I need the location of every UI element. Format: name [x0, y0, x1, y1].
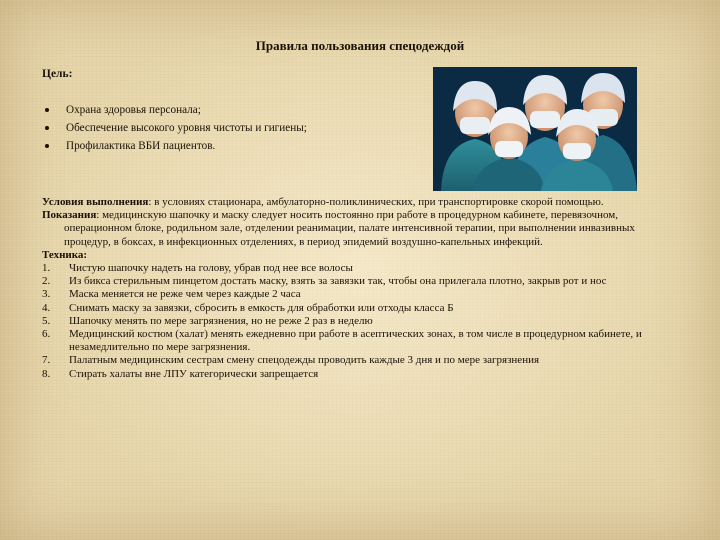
- technique-steps: [42, 262, 682, 381]
- list-item: [42, 288, 682, 301]
- list-item: [42, 354, 682, 367]
- step-text: Из бикса стерильным пинцетом достать маску, взять за завязки так, чтобы она прилегала плотно, закрыв рот и нос: [69, 275, 607, 288]
- conditions-label: Условия выполнения: [42, 196, 149, 208]
- step-number: 7.: [42, 354, 51, 367]
- main-content: [42, 196, 682, 381]
- page-title: [0, 38, 720, 54]
- step-number: 3.: [42, 288, 51, 301]
- list-item: [42, 275, 682, 288]
- list-item: [42, 315, 682, 328]
- list-item: [42, 302, 682, 315]
- list-item: Охрана здоровья персонала;: [42, 101, 307, 119]
- list-item: [42, 328, 682, 354]
- step-number: 4.: [42, 301, 51, 314]
- list-item: [42, 262, 682, 275]
- step-number: 2.: [42, 275, 51, 288]
- indications-paragraph: [42, 209, 682, 249]
- step-number: 1.: [42, 262, 51, 275]
- list-item: Обеспечение высокого уровня чистоты и гигиены;: [42, 119, 307, 137]
- conditions-paragraph: [42, 196, 682, 209]
- indications-label: Показания: [42, 209, 97, 222]
- medical-staff-illustration: [433, 67, 637, 191]
- goal-list: [42, 101, 307, 155]
- step-text: Маска меняется не реже чем через каждые 2 часа: [69, 288, 301, 301]
- technique-paragraph: [42, 249, 682, 262]
- step-text: Медицинский костюм (халат) менять ежедневно при работе в асептических зонах, в том числе в процедурном кабинете, и незамедлительно по мере загрязнения.: [69, 328, 642, 354]
- list-item: Профилактика ВБИ пациентов.: [42, 137, 307, 155]
- indications-text: : медицинскую шапочку и маску следует носить постоянно при работе в процедурном кабинете, перевязочном, операционном блоке, родильном зале, отделении реанимации, палате интенсивной терапии, при выполнении инвазивных процедур, в боксах, в инфекционных отделениях, в период эпидемий воздушно-капельных инфекций.: [64, 209, 635, 248]
- step-number: 6.: [42, 328, 51, 341]
- step-text: Стирать халаты вне ЛПУ категорически запрещается: [69, 367, 319, 380]
- page-title-text: Правила пользования спецодеждой: [255, 38, 465, 53]
- medical-staff-photo: [433, 67, 637, 191]
- step-text: Шапочку менять по мере загрязнения, но не реже 2 раз в неделю: [69, 314, 373, 327]
- technique-label: Техника:: [42, 248, 88, 261]
- goal-label: Цель:: [42, 68, 73, 80]
- conditions-text: : в условиях стационара, амбулаторно-поликлинических, при транспортировке скорой помощью.: [148, 196, 604, 208]
- step-number: 5.: [42, 314, 51, 327]
- step-text: Чистую шапочку надеть на голову, убрав под нее все волосы: [69, 262, 353, 275]
- step-number: 8.: [42, 367, 51, 380]
- list-item: [42, 368, 682, 381]
- step-text: Снимать маску за завязки, сбросить в емкость для обработки или отходы класса Б: [69, 301, 454, 314]
- step-text: Палатным медицинским сестрам смену спецодежды проводить каждые 3 дня и по мере загрязнения: [69, 354, 540, 367]
